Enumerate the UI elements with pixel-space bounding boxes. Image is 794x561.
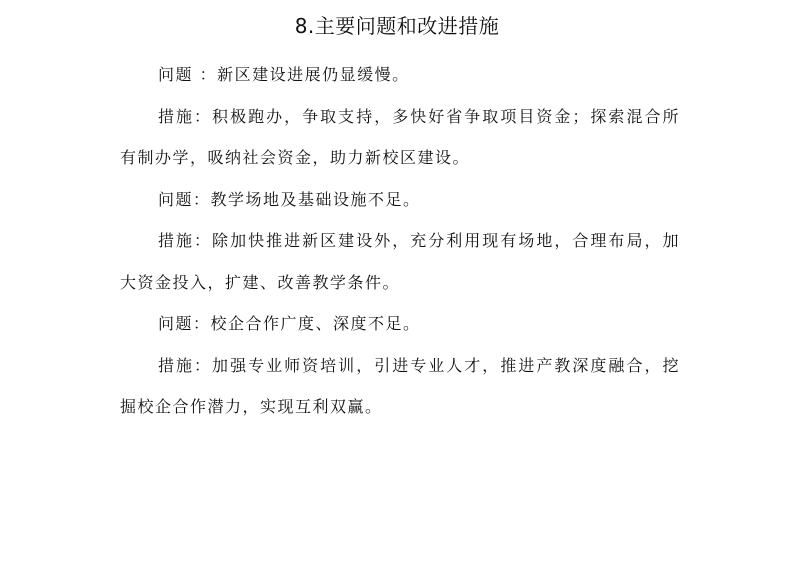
document-body bbox=[120, 54, 680, 428]
measure-paragraph-3: 措施：加强专业师资培训，引进专业人才，推进产教深度融合，挖掘校企合作潜力，实现互利双赢。 bbox=[120, 355, 680, 416]
measure-paragraph-1: 措施：积极跑办，争取支持，多快好省争取项目资金；探索混合所有制办学，吸纳社会资金，助力新校区建设。 bbox=[120, 106, 680, 167]
problem-paragraph-3: 问题：校企合作广度、深度不足。 bbox=[158, 314, 421, 333]
section-title: 8.主要问题和改进措施 bbox=[294, 14, 500, 38]
problem-paragraph-1: 问题 ：新区建设进展仍显缓慢。 bbox=[158, 65, 410, 84]
measure-paragraph-2: 措施：除加快推进新区建设外，充分利用现有场地，合理布局，加大资金投入，扩建、改善教学条件。 bbox=[120, 231, 680, 292]
problem-paragraph-2: 问题：教学场地及基础设施不足。 bbox=[158, 189, 421, 209]
